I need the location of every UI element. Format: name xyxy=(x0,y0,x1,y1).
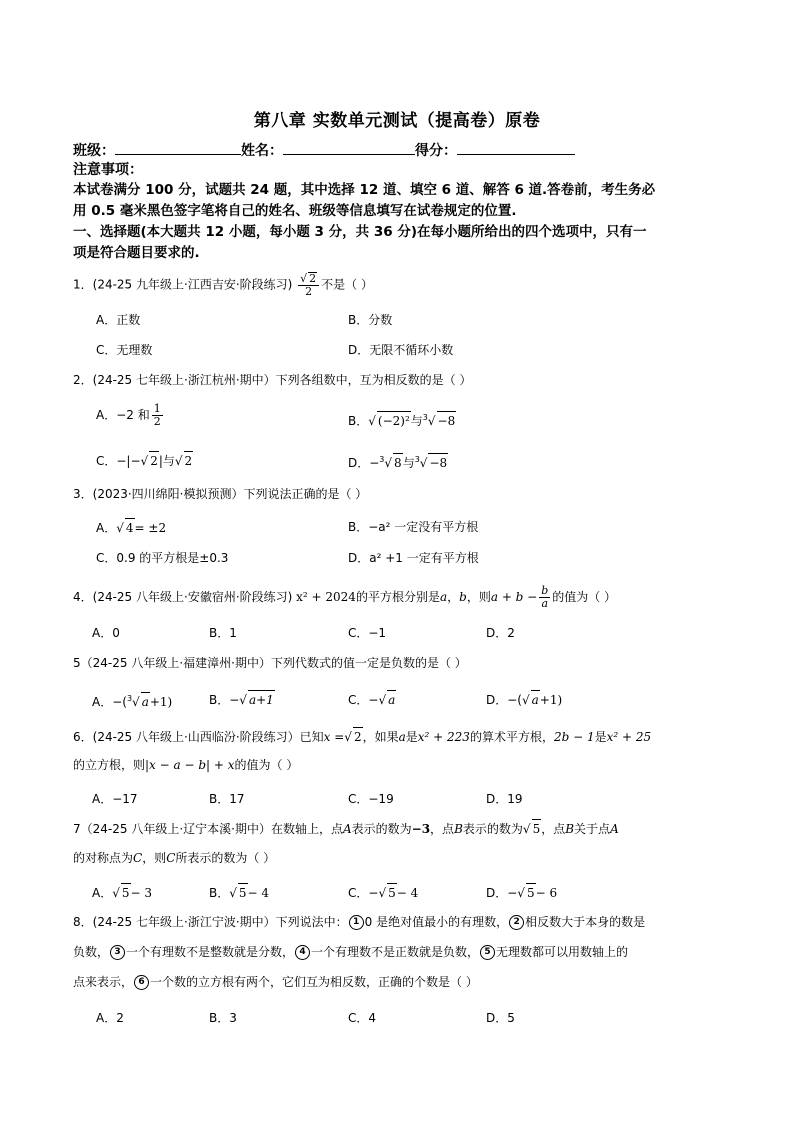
q4-option-c[interactable]: C．−1 xyxy=(348,626,387,640)
name-field[interactable] xyxy=(283,140,415,155)
q7-option-c[interactable]: C．−√ 5− 4 xyxy=(348,883,418,902)
question-7-line-2: 的对称点为C，则C所表示的数为（ ） xyxy=(73,851,276,865)
notice-heading: 注意事项： xyxy=(73,162,143,178)
q3-option-c[interactable]: C．0.9 的平方根是±0.3 xyxy=(96,551,229,565)
q3-option-d[interactable]: D．a² +1 一定有平方根 xyxy=(348,551,479,565)
question-1-stem: 1．(24-25 九年级上·江西吉安·阶段练习) $\frac{√ 2}{2}$ 不是（ ） xyxy=(73,272,373,298)
q3-option-b[interactable]: B．−a² 一定没有平方根 xyxy=(348,520,479,534)
page-title: 第八章 实数单元测试（提高卷）原卷 xyxy=(253,111,541,131)
q1-option-d[interactable]: D．无限不循环小数 xyxy=(348,343,454,357)
circled-number-3: 3 xyxy=(110,945,125,960)
q8-option-b[interactable]: B．3 xyxy=(209,1011,237,1025)
question-6-line-1: 6．(24-25 八年级上·山西临汾·阶段练习）已知x =√ 2，如果a是x² + 223的算术平方根，2b − 1是x² + 25 xyxy=(73,727,733,746)
q7-option-a[interactable]: A．√ 5− 3 xyxy=(92,883,152,902)
name-label: 姓名： xyxy=(241,143,283,159)
fraction-root2-over-2: $\frac{√ 2}{2}$ xyxy=(298,272,319,298)
q8-option-d[interactable]: D．5 xyxy=(486,1011,515,1025)
question-4-stem: 4．(24-25 八年级上·安徽宿州·阶段练习) x² + 2024的平方根分别是a，b，则a + b − $\frac{b}{a}$ 的值为（ ） xyxy=(73,584,617,610)
question-8-line-2: 负数， 3 一个有理数不是整数就是分数， 4 一个有理数不是正数就是负数， 5 无理数都可以用数轴上的 xyxy=(73,945,629,959)
circled-number-2: 2 xyxy=(509,915,524,930)
q7-option-b[interactable]: B．√ 5− 4 xyxy=(209,883,269,902)
q4-option-a[interactable]: A．0 xyxy=(92,626,120,640)
score-field[interactable] xyxy=(457,140,575,155)
question-2-stem: 2．(24-25 七年级上·浙江杭州·期中）下列各组数中，互为相反数的是（ ） xyxy=(73,373,472,387)
question-5-stem: 5（24-25 八年级上·福建漳州·期中）下列代数式的值一定是负数的是（ ） xyxy=(73,656,467,670)
q5-option-d[interactable]: D．−(√ a+1) xyxy=(486,690,562,709)
q2-option-d[interactable]: D．−$^3$√ 8与$^3$√ −8 xyxy=(348,455,448,470)
q8-option-a[interactable]: A．2 xyxy=(96,1011,124,1025)
q3-option-a[interactable]: A．√ 4= ±2 xyxy=(96,518,166,537)
notice-line-2: 用 0.5 毫米黑色签字笔将自己的姓名、班级等信息填写在试卷规定的位置. xyxy=(73,203,517,219)
q1-option-b[interactable]: B．分数 xyxy=(348,313,393,327)
q6-option-a[interactable]: A．−17 xyxy=(92,792,138,806)
circled-number-6: 6 xyxy=(134,975,149,990)
question-8-line-3: 点来表示， 6 一个数的立方根有两个，它们互为相反数，正确的个数是（ ） xyxy=(73,975,478,989)
notice-line-1: 本试卷满分 100 分，试题共 24 题，其中选择 12 道、填空 6 道、解答 6 道.答卷前，考生务必 xyxy=(73,182,656,198)
q4-option-d[interactable]: D．2 xyxy=(486,626,515,640)
class-field[interactable] xyxy=(115,140,241,155)
circled-number-4: 4 xyxy=(295,945,310,960)
q7-option-d[interactable]: D．−√ 5− 6 xyxy=(486,883,557,902)
q5-option-b[interactable]: B．−√ a+1 xyxy=(209,690,275,709)
q1-option-a[interactable]: A．正数 xyxy=(96,313,141,327)
class-label: 班级： xyxy=(73,143,115,159)
section-heading-line-1: 一、选择题(本大题共 12 小题，每小题 3 分，共 36 分)在每小题所给出的四个选项中，只有一 xyxy=(73,224,647,240)
q2-option-c[interactable]: C．−|−√ 2|与√ 2 xyxy=(96,451,193,470)
circled-number-1: 1 xyxy=(349,915,364,930)
q1-option-c[interactable]: C．无理数 xyxy=(96,343,153,357)
question-7-line-1: 7（24-25 八年级上·辽宁本溪·期中）在数轴上，点A表示的数为−3，点B表示的数为√ 5，点B关于点A xyxy=(73,819,733,838)
circled-number-5: 5 xyxy=(480,945,495,960)
q6-option-d[interactable]: D．19 xyxy=(486,792,523,806)
q8-option-c[interactable]: C．4 xyxy=(348,1011,377,1025)
section-heading-line-2: 项是符合题目要求的. xyxy=(73,245,200,261)
question-6-line-2: 的立方根，则|x − a − b| + x的值为（ ） xyxy=(73,758,299,772)
q2-option-a[interactable]: A．−2 和 $\frac{1}{2}$ xyxy=(96,402,161,428)
question-3-stem: 3．(2023·四川绵阳·模拟预测）下列说法正确的是（ ） xyxy=(73,487,368,501)
student-info-row xyxy=(73,140,575,161)
q6-option-b[interactable]: B．17 xyxy=(209,792,245,806)
q6-option-c[interactable]: C．−19 xyxy=(348,792,394,806)
question-8-line-1: 8．(24-25 七年级上·浙江宁波·期中）下列说法中： 1 0 是绝对值最小的有理数， 2 相反数大于本身的数是 xyxy=(73,915,646,929)
q4-option-b[interactable]: B．1 xyxy=(209,626,237,640)
q2-option-b[interactable]: B．√ (−2)²与$^3$√ −8 xyxy=(348,413,456,428)
score-label: 得分： xyxy=(415,143,457,159)
q5-option-c[interactable]: C．−√ a xyxy=(348,690,396,709)
q5-option-a[interactable]: A．−($^3$√ a+1) xyxy=(92,694,173,709)
